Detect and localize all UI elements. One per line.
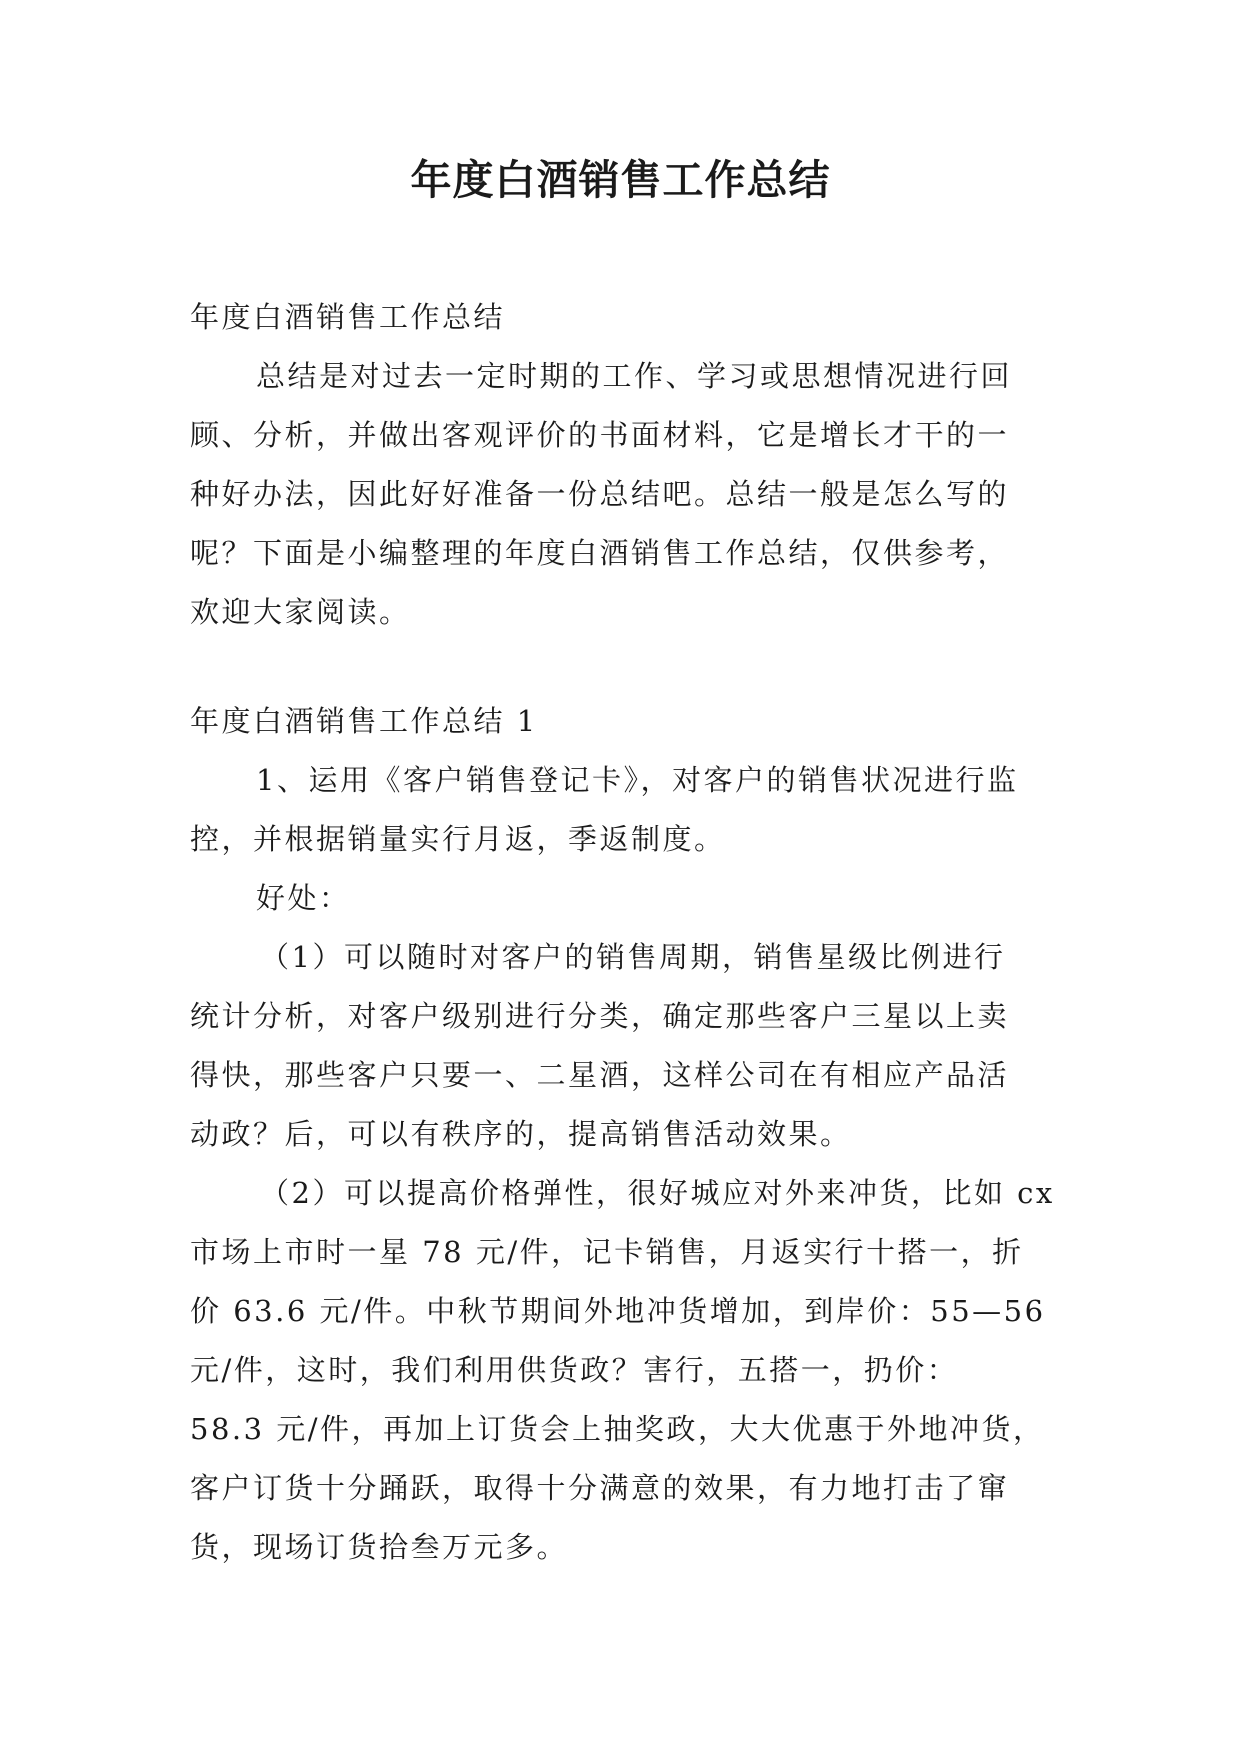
benefit-line: 元/件，这时，我们利用供货政？害行，五搭一，扔价： (190, 1353, 959, 1387)
benefit-line: 得快，那些客户只要一、二星酒，这样公司在有相应产品活 (190, 1058, 1010, 1092)
section-gap (190, 642, 1062, 692)
benefit-line: 价 63.6 元/件。中秋节期间外地冲货增加，到岸价：55—56 (190, 1294, 1046, 1328)
intro-paragraph (190, 347, 1062, 642)
document-subtitle: 年度白酒销售工作总结 (190, 300, 506, 334)
point-1-paragraph (190, 751, 1062, 869)
benefit-line: （1）可以随时对客户的销售周期，销售星级比例进行 (260, 940, 1006, 974)
benefit-line: 货，现场订货拾叁万元多。 (190, 1530, 569, 1564)
intro-line: 总结是对过去一定时期的工作、学习或思想情况进行回 (256, 359, 1013, 393)
benefit-line: 客户订货十分踊跃，取得十分满意的效果，有力地打击了窜 (190, 1471, 1010, 1505)
point-line: 1、运用《客户销售登记卡》，对客户的销售状况进行监 (256, 763, 1019, 797)
document-body (190, 288, 1062, 1577)
benefit-line: 统计分析，对客户级别进行分类，确定那些客户三星以上卖 (190, 999, 1010, 1033)
benefit-2-paragraph (190, 1164, 1062, 1577)
benefit-label: 好处： (256, 881, 351, 915)
benefit-line: 市场上市时一星 78 元/件，记卡销售，月返实行十搭一，折 (190, 1235, 1024, 1269)
benefit-line: （2）可以提高价格弹性，很好城应对外来冲货，比如 cx (260, 1176, 1055, 1210)
benefit-line: 动政？后，可以有秩序的，提高销售活动效果。 (190, 1117, 852, 1151)
intro-line: 种好办法，因此好好准备一份总结吧。总结一般是怎么写的 (190, 477, 1010, 511)
section-heading: 年度白酒销售工作总结 1 (190, 704, 538, 738)
intro-line: 欢迎大家阅读。 (190, 595, 411, 629)
benefit-1-paragraph (190, 928, 1062, 1164)
intro-line: 顾、分析，并做出客观评价的书面材料，它是增长才干的一 (190, 418, 1010, 452)
benefit-line: 58.3 元/件，再加上订货会上抽奖政，大大优惠于外地冲货， (190, 1412, 1045, 1446)
intro-line: 呢？下面是小编整理的年度白酒销售工作总结，仅供参考， (190, 536, 1010, 570)
point-line: 控，并根据销量实行月返，季返制度。 (190, 822, 726, 856)
document-title: 年度白酒销售工作总结 (410, 156, 831, 204)
